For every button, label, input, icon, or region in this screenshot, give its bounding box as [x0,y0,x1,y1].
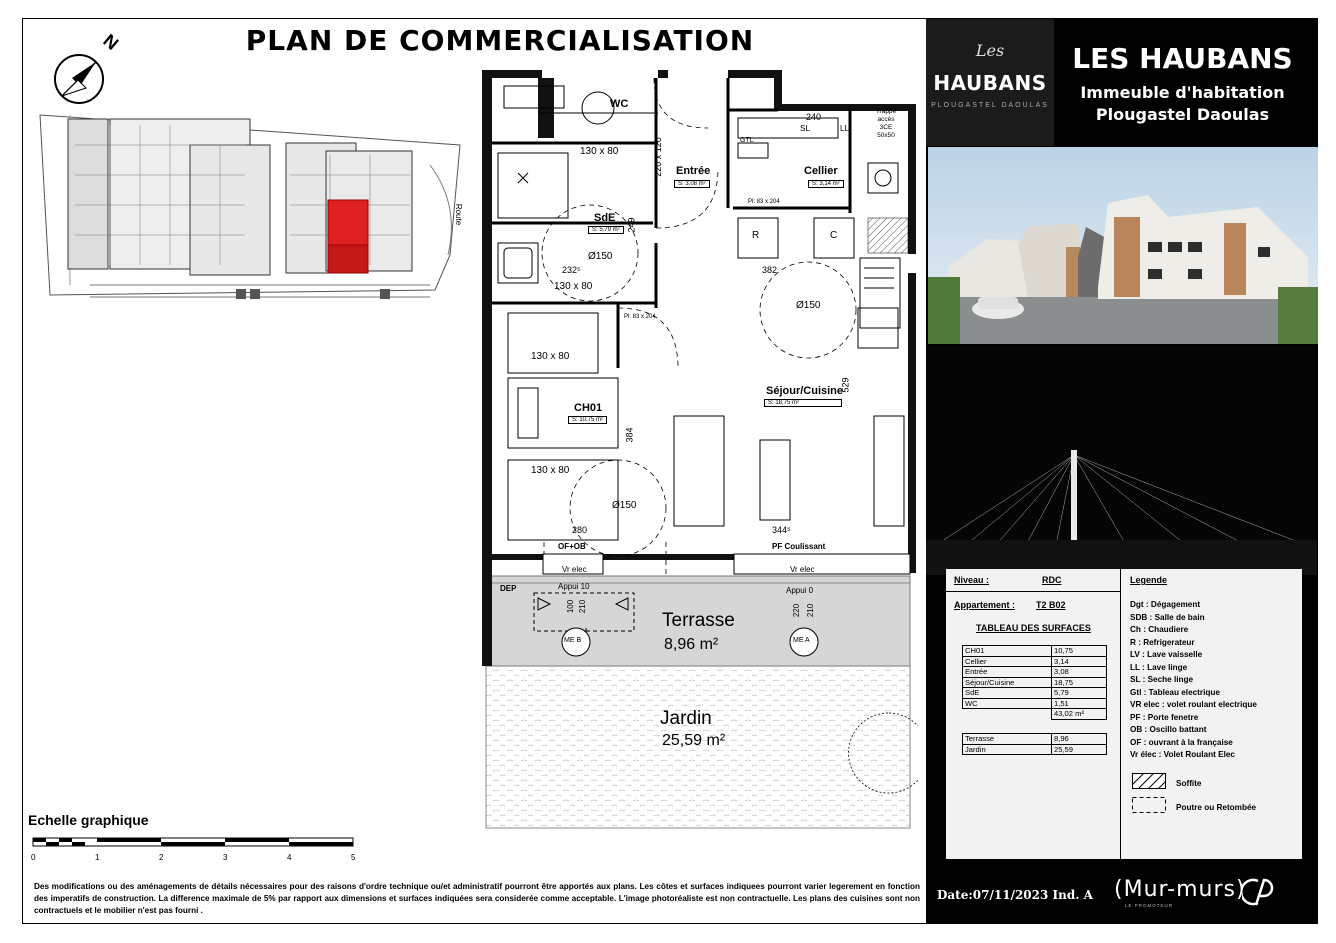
dimension: 384 [624,427,635,443]
table-row: CH01 10,75 [963,646,1107,657]
me-b-label: ME B [564,637,582,644]
room-area-entree: S: 3,08 m² [674,180,710,188]
project-name: LES HAUBANS [1072,42,1293,75]
surfaces-table [962,645,1107,720]
legend-item: Ch : Chaudiere [1130,625,1189,634]
panel-divider [1120,569,1121,859]
legend-item: LV : Lave vaisselle [1130,650,1203,659]
niveau-value: RDC [1042,575,1062,585]
page-title: PLAN DE COMMERCIALISATION [245,24,755,57]
poutre-swatch-icon [1132,797,1166,813]
logo-main: HAUBANS [933,71,1047,95]
legend-item: OF : ouvrant à la française [1130,737,1233,747]
dimension: 529 [840,377,851,393]
legend-item: SL : Seche linge [1130,675,1194,684]
logo-script: Les [975,41,1005,60]
table-total-row: 43,02 m² [963,709,1107,720]
dimension: 100 [566,599,576,614]
dryer-label: SL [800,124,810,133]
brand-logo: (Mur-murs) [1114,877,1246,902]
bed-dimension: 130 x 80 [580,146,619,157]
room-label-entree: Entrée [676,165,711,177]
turning-circle: Ø150 [588,251,613,262]
legend-item: SDB : Salle de bain [1130,612,1205,622]
poutre-label: Poutre ou Retombée [1176,803,1257,812]
me-a-label: ME A [793,637,810,644]
scale-tick: 1 [95,853,100,862]
legend-title: Legende [1130,575,1168,585]
table-row: SdE 5,79 [963,688,1107,699]
table-row: Cellier 3,14 [963,656,1107,667]
appui-label: Appui 0 [786,586,814,595]
legend-item: R : Refrigerateur [1130,637,1195,647]
niveau-label: Niveau : [954,575,990,585]
soffite-swatch-icon [1132,773,1166,789]
bed-dimension: 130 x 80 [531,351,570,362]
north-label: N [99,30,123,54]
fridge-label: R [752,230,760,241]
vr-elec-label: Vr elec [562,565,587,574]
dimension: 210 [806,603,816,618]
door-size: Pl: 83 x 204 [748,199,780,205]
room-area-sde: S: 5,79 m² [588,226,624,234]
trappe-label: Trappe accès 3CE 50x50 [875,108,897,139]
legend-item: Gtl : Tableau electrique [1130,687,1220,697]
appui-label: Appui 10 [558,582,590,591]
legend-item: PF : Porte fenetre [1130,712,1199,722]
vr-elec-label: Vr elec [790,565,815,574]
exterior-table [962,733,1107,755]
table-row: Séjour/Cuisine 18,75 [963,677,1107,688]
legend-item: Vr élec : Volet Roulant Elec [1130,750,1235,759]
terrasse-area: 8,96 m² [664,636,719,653]
dimension: 220 [792,603,802,618]
soffite-label: Soffite [1176,779,1202,788]
door-size: Pl: 83 x 204 [624,314,656,320]
room-label-sde: SdE [594,212,616,224]
legend-item: OB : Oscillo battant [1130,725,1207,734]
bed-dimension: 130 x 80 [531,465,570,476]
room-label-ch01: CH01 [574,402,603,414]
scale-tick: 5 [351,853,356,862]
site-plan [30,85,470,315]
surfaces-table-title: TABLEAU DES SURFACES [976,623,1091,633]
dimension: 382 [762,265,778,275]
room-area-cellier: S: 3,14 m² [808,180,844,188]
scale-tick: 4 [287,853,292,862]
washer-label: LL [840,124,849,133]
of-ob-label: OF+OB [558,542,586,551]
plan-date: Date:07/11/2023 Ind. A [937,888,1093,902]
appartement-value: T2 B02 [1036,600,1066,610]
table-row: Terrasse 8,96 [963,734,1107,745]
table-row: Jardin 25,59 [963,744,1107,755]
dep-label: DEP [500,584,517,593]
panel-divider [946,591,1120,592]
appartement-label: Appartement : [954,600,1016,610]
room-label-wc: WC [610,98,629,110]
dimension: 280 [572,525,588,535]
scale-tick: 2 [159,853,164,862]
dimension: 344⁵ [772,525,791,535]
scale-title: Echelle graphique [28,812,149,828]
turning-circle: Ø150 [612,500,637,511]
building-rendering-image [928,147,1318,344]
room-label-jardin: Jardin [660,708,712,729]
bed-dimension: 130 x 80 [554,281,593,292]
dimension: 210 [578,599,588,614]
boiler-label: C [830,230,838,241]
room-label-cellier: Cellier [804,165,838,177]
scale-tick: 0 [31,853,36,862]
dimension: 220 x 120 [652,137,663,177]
bridge-background-image [926,345,1317,575]
room-area-sejour: S: 18,75 m² [764,399,842,407]
project-subtitle: Immeuble d'habitation Plougastel Daoulas [1080,83,1285,124]
turning-circle: Ø150 [796,300,821,311]
dimension: 232⁵ [562,265,581,275]
project-logo [926,19,1054,146]
room-label-terrasse: Terrasse [662,610,735,631]
legend-item: LL : Lave linge [1130,662,1188,672]
legend-item: VR elec : volet roulant electrique [1130,700,1257,709]
legend-item: Dgt : Dégagement [1130,600,1201,609]
dimension: 240 [806,112,822,122]
info-panel [946,569,1302,859]
pf-coulissant-label: PF Coulissant [772,542,826,551]
gtl-label: GTL [740,137,754,144]
road-label: Route [454,203,464,226]
cp-logo-icon [1242,877,1276,907]
dimension: 249 [626,217,637,233]
scale-tick: 3 [223,853,228,862]
room-label-sejour: Séjour/Cuisine [766,385,844,397]
logo-sub: PLOUGASTEL DAOULAS [931,102,1049,109]
table-row: WC 1,51 [963,698,1107,709]
room-area-ch01: S: 10,75 m² [568,416,607,424]
table-row: Entrée 3,08 [963,667,1107,678]
scale-bar [30,836,360,866]
brand-subtitle: LE PROMOTEUR [1125,903,1174,908]
disclaimer-text: Des modifications ou des aménagements de détails nécessaires pour des raisons d'ordre technique ou/et administratif pourront être apportés aux plans. Les côtes et surfaces indiquees pourront varier legerement en fonction des imperatifs de construction. La difference maximale de 5% par rapport aux dimensions et surfaces indiquées sera considerée comme acceptable. L'image photoréaliste est non contractuelle. Les plans des cuisines sont non contractuels et le mobilier n'est pas fourni . [34,882,920,915]
jardin-area: 25,59 m² [662,732,726,749]
